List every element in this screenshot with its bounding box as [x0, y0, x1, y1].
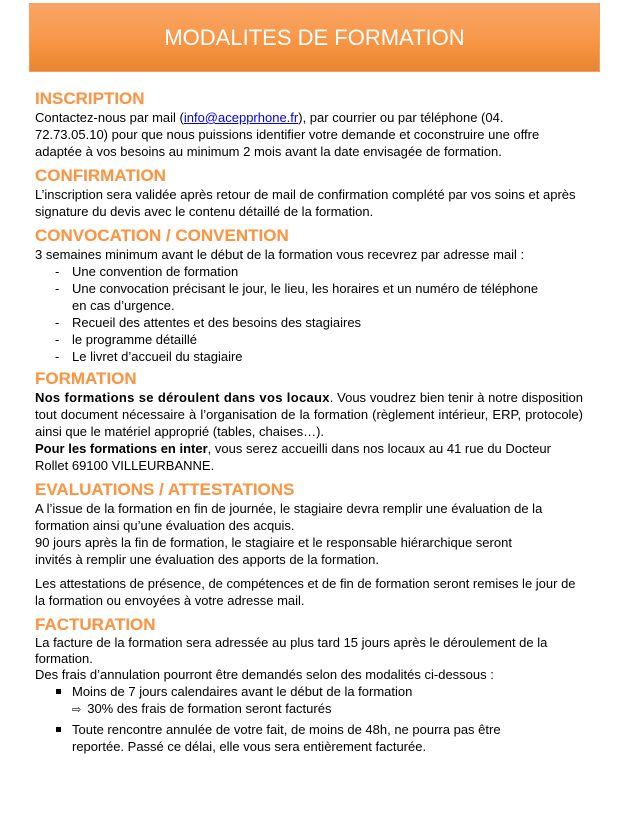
confirmation-text: L’inscription sera validée après retour de mail de confirmation complété par vos soins et après signature du devis avec le contenu détaillé de la formation. [35, 187, 576, 219]
dash-marker: - [55, 281, 60, 296]
square-bullet-icon [56, 727, 61, 732]
cancellation-conditions-list [35, 683, 535, 755]
formation-p2-rest: , vous serez accueilli dans nos locaux au 41 rue du Docteur Rollet 69100 VILLEURBANNE. [35, 441, 551, 473]
list-item: - le programme détaillé [55, 332, 198, 347]
list-item: - Le livret d’accueil du stagiaire [55, 349, 243, 364]
evaluations-paragraph-1: A l’issue de la formation en fin de journée, le stagiaire devra remplir une évaluation de la formation ainsi qu’une évaluation des acquis. [35, 501, 543, 533]
section-heading-confirmation: CONFIRMATION [35, 166, 166, 185]
list-item: - Une convocation précisant le jour, le lieu, les horaires et un numéro de téléphone en cas d’urgence. [55, 281, 539, 313]
convocation-list [35, 263, 555, 365]
section-heading-formation: FORMATION [35, 369, 137, 388]
section-heading-convocation: CONVOCATION / CONVENTION [35, 226, 289, 245]
section-heading-facturation: FACTURATION [35, 615, 156, 634]
inscription-text-end: ), par courrier ou par téléphone (04. 72.73.05.10) pour que nous puissions identifier votre demande et coconstruire une offre adaptée à vos besoins au minimum 2 mois avant la date envisagée de formation. [35, 110, 540, 159]
formation-paragraph-2 [35, 440, 583, 474]
section-formation [35, 369, 583, 474]
page-title: MODALITES DE FORMATION [164, 24, 465, 50]
list-item: - Recueil des attentes et des besoins des stagiaires [55, 315, 362, 330]
dash-marker: - [55, 349, 60, 364]
square-bullet-icon [56, 689, 61, 694]
formation-paragraph-1 [35, 389, 583, 440]
facturation-paragraph-2: Des frais d’annulation pourront être demandés selon des modalités ci-dessous : [35, 667, 494, 682]
section-heading-evaluations: EVALUATIONS / ATTESTATIONS [35, 480, 295, 499]
evaluations-paragraph-2: 90 jours après la fin de formation, le stagiaire et le responsable hiérarchique seront invités à remplir une évaluation des apports de la formation. [35, 535, 512, 567]
section-evaluations [35, 480, 583, 609]
section-convocation [35, 226, 583, 365]
section-facturation [35, 615, 583, 755]
sub-item: ⇨ 30% des frais de formation seront facturés [72, 701, 332, 716]
page-header-banner [29, 3, 600, 72]
formation-p1-rest: . Vous voudrez bien tenir à notre disposition tout document nécessaire à l’organisation de la formation (règlement intérieur, ERP, protocole) ainsi que le matériel approprié (tables, chaises…). [35, 390, 583, 439]
facturation-paragraph-1: La facture de la formation sera adressée au plus tard 15 jours après le déroulement de la formation. [35, 635, 548, 666]
list-item: Toute rencontre annulée de votre fait, de moins de 48h, ne pourra pas être reportée. Passé ce délai, elle vous sera entièrement facturée. [35, 721, 535, 755]
dash-marker: - [55, 264, 60, 279]
dash-marker: - [55, 332, 60, 347]
list-item: - Une convention de formation [55, 264, 239, 279]
section-confirmation [35, 166, 583, 220]
dash-marker: - [55, 315, 60, 330]
formation-p2-bold: Pour les formations en inter [35, 441, 208, 456]
list-item: Moins de 7 jours calendaires avant le début de la formation ⇨ 30% des frais de formation seront facturés [35, 683, 535, 719]
section-heading-inscription: INSCRIPTION [35, 89, 145, 108]
inscription-text [35, 109, 575, 160]
section-inscription [35, 89, 583, 160]
convocation-intro: 3 semaines minimum avant le début de la formation vous recevrez par adresse mail : [35, 247, 525, 262]
email-link[interactable]: info@acepprhone.fr [183, 110, 299, 125]
document-body [35, 89, 583, 755]
arrow-right-icon: ⇨ [72, 704, 82, 716]
formation-p1-bold: Nos formations se déroulent dans vos locaux [35, 390, 330, 405]
inscription-text-start: Contactez-nous par mail ( [35, 110, 184, 125]
evaluations-paragraph-3: Les attestations de présence, de compétences et de fin de formation seront remises le jour de la formation ou envoyées à votre adresse mail. [35, 576, 576, 608]
